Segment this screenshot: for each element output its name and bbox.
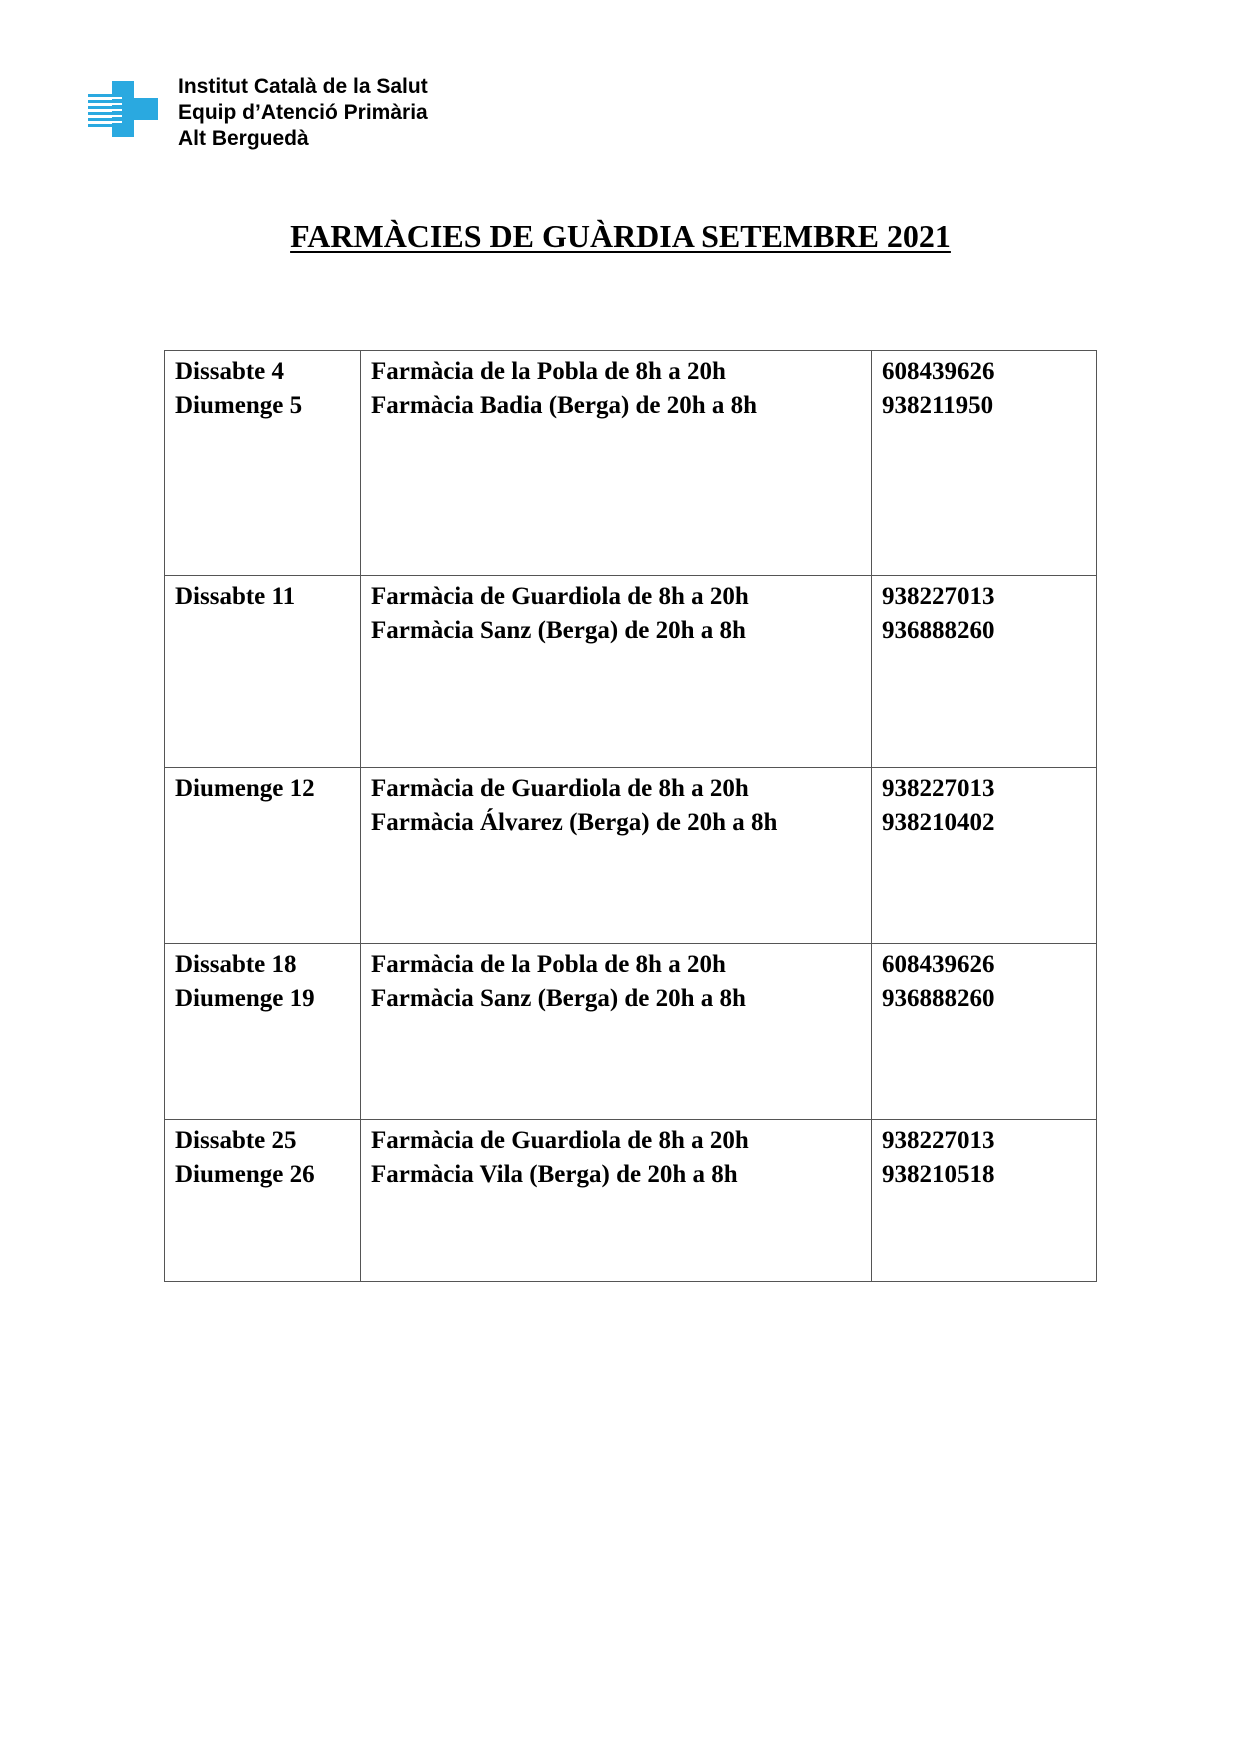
phone-number: 938227013 (882, 583, 995, 610)
phone-number: 608439626 (882, 951, 995, 978)
days-cell (165, 351, 361, 576)
day-label: Dissabte 11 (175, 583, 296, 610)
day-label: Diumenge 19 (175, 985, 315, 1012)
table-row (165, 768, 1097, 944)
pharmacies-cell (361, 944, 872, 1120)
phones-cell (872, 576, 1097, 768)
phones-cell (872, 351, 1097, 576)
day-label: Dissabte 25 (175, 1127, 297, 1154)
phone-number: 936888260 (882, 985, 995, 1012)
organization-name (178, 74, 428, 152)
phones-cell (872, 1120, 1097, 1282)
duty-schedule-table (164, 350, 1097, 1282)
day-label: Diumenge 12 (175, 775, 315, 802)
health-cross-icon (88, 81, 158, 137)
phones-cell (872, 944, 1097, 1120)
org-line-1: Institut Català de la Salut (178, 75, 428, 98)
pharmacies-cell (361, 768, 872, 944)
phone-number: 938211950 (882, 392, 994, 419)
pharmacy-entry: Farmàcia Badia (Berga) de 20h a 8h (371, 392, 758, 419)
table-row (165, 576, 1097, 768)
org-line-2: Equip d’Atenció Primària (178, 101, 428, 124)
pharmacy-entry: Farmàcia de la Pobla de 8h a 20h (371, 358, 726, 385)
pharmacy-entry: Farmàcia Álvarez (Berga) de 20h a 8h (371, 809, 778, 836)
pharmacy-entry: Farmàcia Sanz (Berga) de 20h a 8h (371, 617, 746, 644)
org-line-3: Alt Berguedà (178, 127, 309, 150)
phone-number: 936888260 (882, 617, 995, 644)
pharmacy-entry: Farmàcia de Guardiola de 8h a 20h (371, 583, 749, 610)
day-label: Diumenge 26 (175, 1161, 315, 1188)
phone-number: 938227013 (882, 775, 995, 802)
phone-number: 938227013 (882, 1127, 995, 1154)
pharmacy-entry: Farmàcia Sanz (Berga) de 20h a 8h (371, 985, 746, 1012)
day-label: Diumenge 5 (175, 392, 303, 419)
pharmacy-entry: Farmàcia de Guardiola de 8h a 20h (371, 1127, 749, 1154)
days-cell (165, 944, 361, 1120)
pharmacies-cell (361, 1120, 872, 1282)
pharmacy-entry: Farmàcia de Guardiola de 8h a 20h (371, 775, 749, 802)
days-cell (165, 576, 361, 768)
phone-number: 938210518 (882, 1161, 995, 1188)
day-label: Dissabte 18 (175, 951, 297, 978)
pharmacy-entry: Farmàcia de la Pobla de 8h a 20h (371, 951, 726, 978)
pharmacy-entry: Farmàcia Vila (Berga) de 20h a 8h (371, 1161, 738, 1188)
table-row (165, 1120, 1097, 1282)
document-title (0, 218, 1241, 255)
phones-cell (872, 768, 1097, 944)
day-label: Dissabte 4 (175, 358, 285, 385)
pharmacies-cell (361, 576, 872, 768)
table-row (165, 351, 1097, 576)
phone-number: 608439626 (882, 358, 995, 385)
days-cell (165, 768, 361, 944)
table-row (165, 944, 1097, 1120)
phone-number: 938210402 (882, 809, 995, 836)
days-cell (165, 1120, 361, 1282)
pharmacies-cell (361, 351, 872, 576)
document-title-text: FARMÀCIES DE GUÀRDIA SETEMBRE 2021 (290, 218, 951, 254)
